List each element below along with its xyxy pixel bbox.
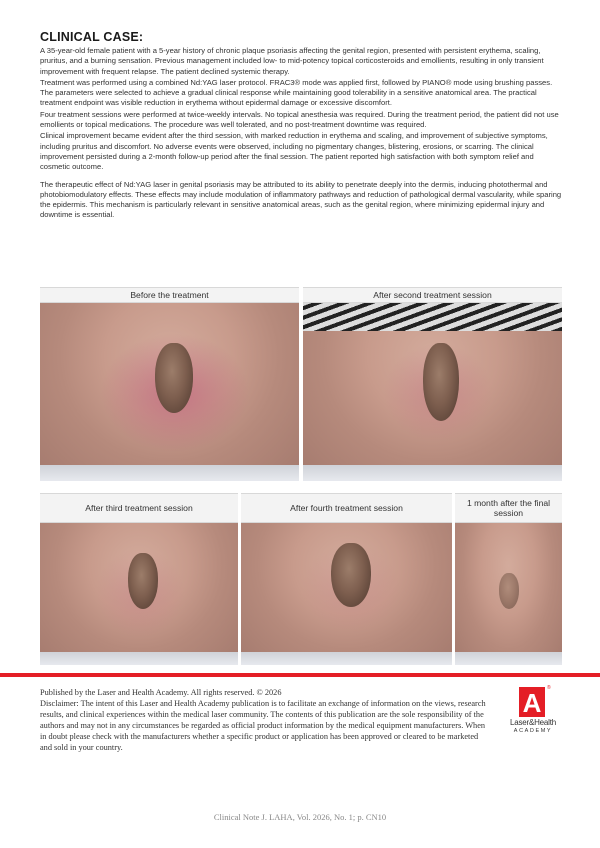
paragraph-mechanism: The therapeutic effect of Nd:YAG laser in genital psoriasis may be attributed to its ability to penetrate deeply into the dermis, inducing photothermal and photobiomodulatory effects. These effects may include modulation of inflammatory pathways and reduction of pathological dermal vascularity, while sparing the epidermis. This mechanism is particularly relevant in sensitive anatomical areas, such as the genital region, where minimizing epidermal injury and downtime is essential. — [40, 179, 562, 220]
paragraph-outcome: Clinical improvement became evident after the third session, with marked reduction in erythema and scaling, and improvement of subjective symptoms, including pruritus and discomfort. No adverse events were observed, including no pigmentary changes, blistering, erosions, or scarring. The clinical improvement persisted during a 2-month follow-up period after the final session. The patient reported high satisfaction with both symptom relief and cosmetic outcome. — [40, 131, 548, 172]
photo-follow-up — [455, 523, 562, 665]
logo-subtitle: ACADEMY — [513, 728, 553, 734]
footer-text — [40, 687, 492, 753]
disclaimer: Disclaimer: The intent of this Laser and Health Academy publication is to facilitate an exchange of information on the views, research results, and clinical experiences within the medical laser community. The contents of this publication are the sole responsibility of the authors and may not in any circumstances be regarded as official product information by the medical equipment manufacturers. When in doubt please check with the manufacturers whether a specific product or application has been approved or cleared to be marketed and sold in your country. — [40, 699, 486, 752]
logo-name: Laser&Health — [509, 718, 557, 727]
caption-before: Before the treatment — [40, 287, 299, 303]
paragraph-presentation: A 35-year-old female patient with a 5-year history of chronic plaque psoriasis affecting the genital region, presented with persistent erythema, scaling, pruritus, and a burning sensation. Previous management included low- to mid-potency topical corticosteroids and emollients, resulting in only transient improvement with frequent relapse. The patient declined systemic therapy. — [40, 46, 544, 76]
logo-a-icon: A — [519, 687, 545, 717]
laha-logo — [497, 687, 569, 749]
logo-registered-mark: ® — [547, 685, 551, 691]
caption-follow-up: 1 month after the final session — [455, 493, 562, 523]
photo-panel-after-second — [303, 287, 562, 481]
photo-before — [40, 303, 299, 481]
paragraph-sessions: Four treatment sessions were performed at twice-weekly intervals. No topical anesthesia was required. During the treatment period, the patient did not use emollients or topical medications. The procedure was well tolerated, and no post-treatment downtime was required. — [40, 109, 559, 130]
photo-after-third — [40, 523, 238, 665]
photo-panel-before — [40, 287, 299, 481]
caption-after-third: After third treatment session — [40, 493, 238, 523]
photo-row-2 — [40, 493, 562, 665]
citation: Clinical Note J. LAHA, Vol. 2026, No. 1; p. CN10 — [213, 812, 387, 822]
photo-panel-after-fourth — [241, 493, 452, 665]
footer-divider — [0, 673, 600, 677]
paragraph-treatment: Treatment was performed using a combined Nd:YAG laser protocol. FRAC3® mode was applied first, followed by PIANO® mode using brushing passes. The parameters were selected to achieve a gradual clinical response while maintaining good tolerability in a sensitive anatomical area. The practical treatment endpoint was visible reduction in erythema without epidermal damage or excessive discomfort. — [40, 77, 553, 108]
photo-after-fourth — [241, 523, 452, 665]
case-title: CLINICAL CASE: — [40, 30, 144, 44]
caption-after-second: After second treatment session — [303, 287, 562, 303]
photo-panel-follow-up — [455, 493, 562, 665]
case-body — [40, 46, 562, 222]
photo-panel-after-third — [40, 493, 238, 665]
photo-row-1 — [40, 287, 562, 481]
photo-after-second — [303, 303, 562, 481]
caption-after-fourth: After fourth treatment session — [241, 493, 452, 523]
published-line: Published by the Laser and Health Academy. All rights reserved. © 2026 — [40, 688, 282, 697]
